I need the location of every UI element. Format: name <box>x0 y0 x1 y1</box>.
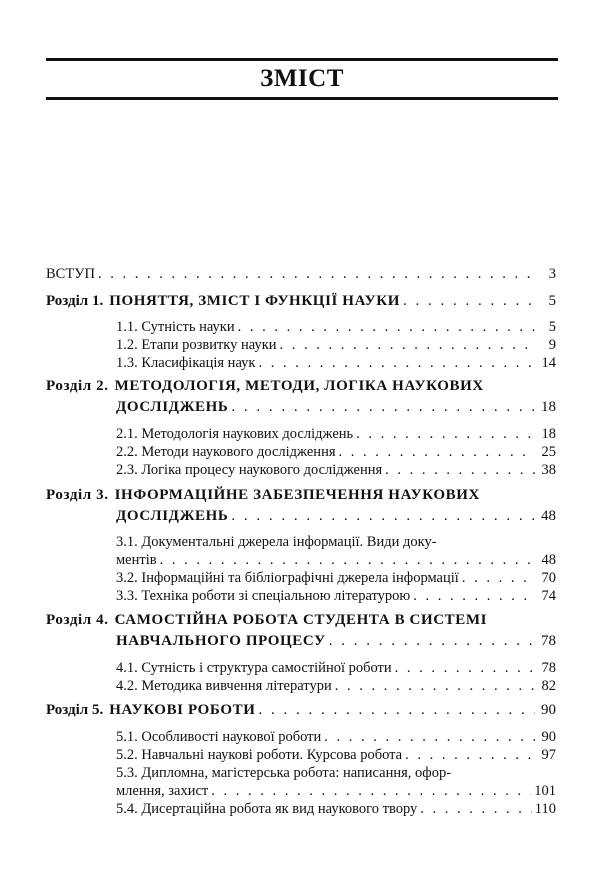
chapter-label: Розділ 5. <box>46 702 104 718</box>
toc-section-5-3-line1[interactable]: 5.3. Дипломна, магістерська робота: написання, офор- <box>116 765 452 781</box>
section-page: 110 <box>534 801 556 817</box>
dot-leader <box>339 444 536 461</box>
chapter-page: 5 <box>548 293 556 309</box>
section-title-cont: ментів <box>116 552 157 568</box>
section-title: 3.3. Техніка роботи зі спеціальною літературою <box>116 588 411 604</box>
section-page: 90 <box>541 729 556 745</box>
section-page: 9 <box>548 337 556 353</box>
section-page: 5 <box>548 319 556 335</box>
section-title: 5.1. Особливості наукової роботи <box>116 729 322 745</box>
dot-leader <box>258 355 535 372</box>
chapter-title: МЕТОДОЛОГІЯ, МЕТОДИ, ЛОГІКА НАУКОВИХ <box>114 378 484 394</box>
toc-section-2-1[interactable] <box>116 426 556 443</box>
dot-leader <box>211 783 531 800</box>
section-page: 78 <box>541 660 556 676</box>
toc-section-3-3[interactable] <box>116 588 556 605</box>
chapter-title-cont: ДОСЛІДЖЕНЬ <box>116 399 229 415</box>
dot-leader <box>231 508 535 525</box>
toc-section-3-2[interactable] <box>116 570 556 587</box>
toc-section-5-2[interactable] <box>116 747 556 764</box>
toc-chapter-2-line2[interactable] <box>116 399 556 416</box>
page-title: ЗМІСТ <box>260 65 344 92</box>
section-page: 97 <box>541 747 556 763</box>
chapter-label: Розділ 1. <box>46 293 104 309</box>
section-title: 1.1. Сутність науки <box>116 319 235 335</box>
toc-section-4-1[interactable] <box>116 660 556 677</box>
section-page: 82 <box>541 678 556 694</box>
dot-leader <box>98 266 535 283</box>
section-title: 4.2. Методика вивчення літератури <box>116 678 332 694</box>
chapter-page: 18 <box>541 399 556 415</box>
chapter-page: 78 <box>541 633 556 649</box>
section-page: 48 <box>541 552 556 568</box>
toc-section-5-3[interactable] <box>116 783 556 800</box>
dot-leader <box>395 660 535 677</box>
section-page: 18 <box>541 426 556 442</box>
toc-chapter-4-line1[interactable] <box>46 612 487 629</box>
toc-chapter-1[interactable] <box>46 293 556 310</box>
toc-section-4-2[interactable] <box>116 678 556 695</box>
chapter-title-cont: НАВЧАЛЬНОГО ПРОЦЕСУ <box>116 633 326 649</box>
dot-leader <box>324 729 535 746</box>
dot-leader <box>462 570 535 587</box>
toc-section-1-3[interactable] <box>116 355 556 372</box>
toc-section-3-1-line1[interactable]: 3.1. Документальні джерела інформації. Види доку- <box>116 534 437 550</box>
toc-entry-title: ВСТУП <box>46 266 95 282</box>
section-title: 2.3. Логіка процесу наукового дослідження <box>116 462 383 478</box>
chapter-title: ПОНЯТТЯ, ЗМІСТ І ФУНКЦІЇ НАУКИ <box>109 293 401 309</box>
dot-leader <box>413 588 535 605</box>
toc-section-1-2[interactable] <box>116 337 556 354</box>
toc-entry-intro[interactable] <box>46 266 556 283</box>
section-page: 25 <box>541 444 556 460</box>
chapter-label: Розділ 4. <box>46 612 109 628</box>
chapter-title: НАУКОВІ РОБОТИ <box>109 702 256 718</box>
dot-leader <box>385 462 535 479</box>
toc-chapter-3-line1[interactable] <box>46 487 480 504</box>
section-page: 74 <box>541 588 556 604</box>
dot-leader <box>335 678 535 695</box>
dot-leader <box>403 293 535 310</box>
section-title: 4.1. Сутність і структура самостійної роботи <box>116 660 392 676</box>
toc-section-1-1[interactable] <box>116 319 556 336</box>
chapter-title: САМОСТІЙНА РОБОТА СТУДЕНТА В СИСТЕМІ <box>114 612 488 628</box>
chapter-label: Розділ 3. <box>46 487 109 503</box>
toc-chapter-2-line1[interactable] <box>46 378 484 395</box>
dot-leader <box>238 319 535 336</box>
section-title: 2.1. Методологія наукових досліджень <box>116 426 354 442</box>
section-title: 5.2. Навчальні наукові роботи. Курсова робота <box>116 747 403 763</box>
chapter-title-cont: ДОСЛІДЖЕНЬ <box>116 508 229 524</box>
section-title-cont: млення, захист <box>116 783 209 799</box>
toc-entry-page: 3 <box>548 266 556 282</box>
chapter-label: Розділ 2. <box>46 378 109 394</box>
section-title: 3.2. Інформаційні та бібліографічні джерела інформації <box>116 570 459 586</box>
dot-leader <box>258 702 535 719</box>
section-title: 2.2. Методи наукового дослідження <box>116 444 336 460</box>
dot-leader <box>280 337 535 354</box>
toc-section-5-1[interactable] <box>116 729 556 746</box>
section-page: 14 <box>541 355 556 371</box>
dot-leader <box>405 747 535 764</box>
toc-chapter-3-line2[interactable] <box>116 508 556 525</box>
section-title: 1.2. Етапи розвитку науки <box>116 337 277 353</box>
section-title: 5.4. Дисертаційна робота як вид наукового твору <box>116 801 418 817</box>
section-page: 101 <box>534 783 556 799</box>
section-title: 1.3. Класифікація наук <box>116 355 256 371</box>
toc-section-2-3[interactable] <box>116 462 556 479</box>
toc-section-2-2[interactable] <box>116 444 556 461</box>
dot-leader <box>329 633 535 650</box>
section-page: 70 <box>541 570 556 586</box>
dot-leader <box>420 801 532 818</box>
dot-leader <box>160 552 535 569</box>
toc-section-5-4[interactable] <box>116 801 556 818</box>
chapter-page: 48 <box>541 508 556 524</box>
toc-section-3-1[interactable] <box>116 552 556 569</box>
toc-chapter-5[interactable] <box>46 702 556 719</box>
chapter-title: ІНФОРМАЦІЙНЕ ЗАБЕЗПЕЧЕННЯ НАУКОВИХ <box>114 487 480 503</box>
section-page: 38 <box>541 462 556 478</box>
dot-leader <box>356 426 535 443</box>
chapter-page: 90 <box>541 702 556 718</box>
toc-chapter-4-line2[interactable] <box>116 633 556 650</box>
dot-leader <box>231 399 535 416</box>
